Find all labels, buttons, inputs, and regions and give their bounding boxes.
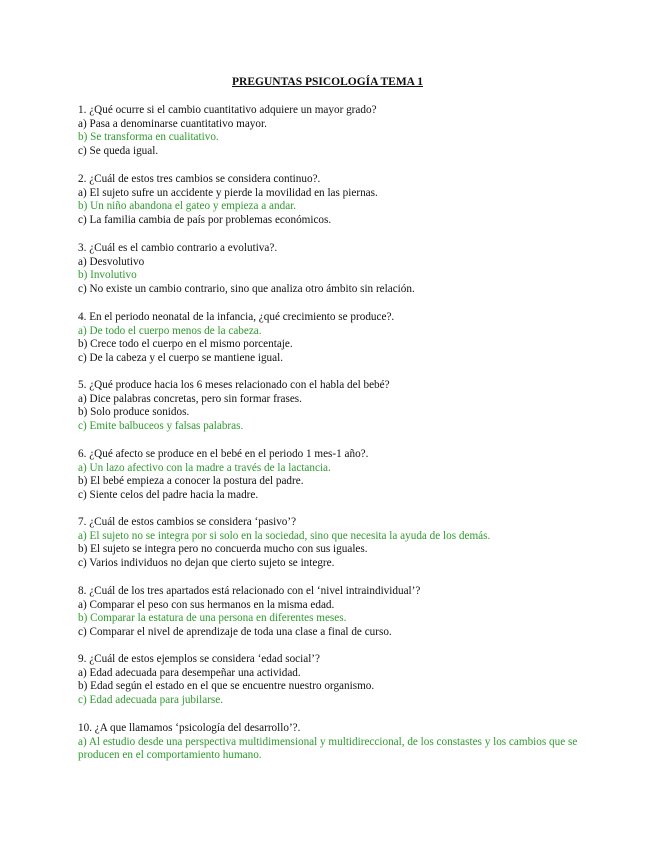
option-b-correct: b) Comparar la estatura de una persona en diferentes meses. (78, 612, 347, 625)
question-text: 10. ¿A que llamamos ‘psicología del desarrollo’?. (78, 722, 301, 734)
option-a-correct: a) De todo el cuerpo menos de la cabeza. (78, 324, 262, 337)
option-c-correct: c) Edad adecuada para jubilarse. (78, 693, 224, 706)
question-7 (78, 516, 598, 570)
option-c: c) Comparar el nivel de aprendizaje de toda una clase a final de curso. (78, 625, 392, 638)
question-5 (78, 379, 598, 433)
question-2 (78, 173, 598, 227)
option-a: a) El sujeto sufre un accidente y pierde la movilidad en las piernas. (78, 186, 378, 199)
option-a-correct: a) Al estudio desde una perspectiva multidimensional y multidireccional, de los constastes y los cambios que se producen en el comportamiento humano. (78, 735, 578, 762)
option-c: c) De la cabeza y el cuerpo se mantiene igual. (78, 351, 283, 364)
option-a: a) Pasa a denominarse cuantitativo mayor. (78, 117, 267, 130)
option-b: b) El sujeto se integra pero no concuerda mucho con sus iguales. (78, 543, 368, 556)
question-9 (78, 653, 598, 707)
option-c: c) No existe un cambio contrario, sino que analiza otro ámbito sin relación. (78, 282, 415, 295)
option-a: a) Dice palabras concretas, pero sin formar frases. (78, 392, 302, 405)
option-b: b) El bebé empieza a conocer la postura del padre. (78, 475, 304, 488)
question-text: 1. ¿Qué ocurre si el cambio cuantitativo adquiere un mayor grado? (78, 104, 377, 116)
question-10 (78, 722, 598, 763)
option-a-correct: a) El sujeto no se integra por si solo en la sociedad, sino que necesita la ayuda de los demás. (78, 529, 491, 542)
option-c-correct: c) Emite balbuceos y falsas palabras. (78, 419, 244, 432)
question-1 (78, 104, 598, 158)
question-6 (78, 448, 598, 502)
option-b: b) Solo produce sonidos. (78, 406, 190, 419)
option-c: c) Se queda igual. (78, 144, 159, 157)
option-a: a) Edad adecuada para desempeñar una actividad. (78, 666, 301, 679)
option-b: b) Crece todo el cuerpo en el mismo porcentaje. (78, 338, 293, 351)
option-a-correct: a) Un lazo afectivo con la madre a través de la lactancia. (78, 461, 331, 474)
question-text: 2. ¿Cuál de estos tres cambios se considera continuo?. (78, 173, 321, 185)
document-title: PREGUNTAS PSICOLOGÍA TEMA 1 (232, 76, 423, 88)
option-a: a) Desvolutivo (78, 255, 145, 268)
question-text: 4. En el periodo neonatal de la infancia, ¿qué crecimiento se produce?. (78, 311, 395, 323)
option-b-correct: b) Se transforma en cualitativo. (78, 131, 219, 144)
option-b-correct: b) Involutivo (78, 269, 137, 282)
question-text: 7. ¿Cuál de estos cambios se considera ‘pasivo’? (78, 516, 297, 528)
question-text: 9. ¿Cuál de estos ejemplos se considera ‘edad social’? (78, 653, 321, 665)
option-c: c) La familia cambia de país por problemas económicos. (78, 213, 332, 226)
question-text: 3. ¿Cuál es el cambio contrario a evolutiva?. (78, 242, 278, 254)
question-text: 5. ¿Qué produce hacia los 6 meses relacionado con el habla del bebé? (78, 379, 390, 391)
option-b-correct: b) Un niño abandona el gateo y empieza a andar. (78, 200, 297, 213)
question-4 (78, 311, 598, 365)
question-3 (78, 242, 598, 296)
question-8 (78, 585, 598, 639)
option-a: a) Comparar el peso con sus hermanos en la misma edad. (78, 598, 335, 611)
question-text: 8. ¿Cuál de los tres apartados está relacionado con el ‘nivel intraindividual’? (78, 585, 421, 597)
option-b: b) Edad según el estado en el que se encuentre nuestro organismo. (78, 680, 375, 693)
question-text: 6. ¿Qué afecto se produce en el bebé en el periodo 1 mes-1 año?. (78, 448, 369, 460)
option-c: c) Siente celos del padre hacia la madre. (78, 488, 259, 501)
option-c: c) Varios individuos no dejan que cierto sujeto se integre. (78, 556, 335, 569)
